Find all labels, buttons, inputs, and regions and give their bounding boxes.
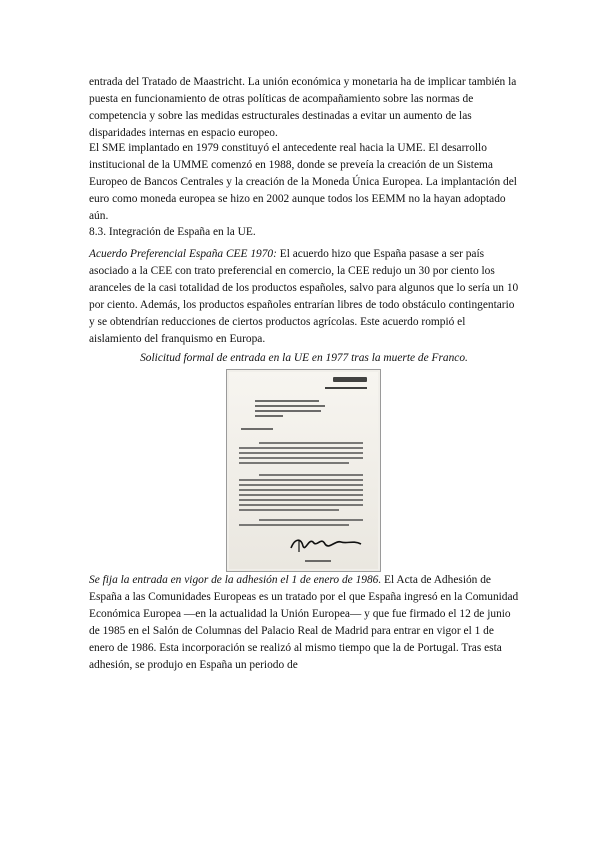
paragraph-lead-italic: Acuerdo Preferencial España CEE 1970: [89,248,277,260]
paragraph-adhesion-1986 [89,572,519,675]
historical-letter-image [226,369,381,572]
section-heading: 8.3. Integración de España en la UE. [89,226,256,238]
paragraph-lead-italic: Se fija la entrada en vigor de la adhesión el 1 de enero de 1986. [89,574,382,586]
figure-caption: Solicitud formal de entrada en la UE en 1977 tras la muerte de Franco. [140,352,468,364]
scanned-paper [229,372,378,569]
paragraph-acuerdo-1970 [89,246,519,349]
paragraph-body: El Acta de Adhesión de España a las Comunidades Europeas es un tratado por el que España ingresó en la Comunidad Económica Europea —en la actualidad la Unión Europea— y que fue firmado el 12 de junio de 1985 en el Salón de Columnas del Palacio Real de Madrid para entrar en vigor el 1 de enero de 1986. Esta incorporación se realizó al mismo tiempo que la de Portugal. Tras esta adhesión, se produjo en España un periodo de [89,574,519,672]
letter-scan-drawing [229,372,378,569]
paragraph-body: El acuerdo hizo que España pasase a ser país asociado a la CEE con trato preferencial en comercio, la CEE redujo un 30 por ciento los aranceles de la casi totalidad de los productos españoles, salvo para algunos que lo sería un 10 por ciento. Además, los productos españoles entrarían libres de todo obstáculo contingentario y se obtendrían reducciones de ciertos productos agrícolas. Este acuerdo rompió el aislamiento del franquismo en Europa. [89,248,519,346]
paragraph-maastricht: entrada del Tratado de Maastricht. La unión económica y monetaria ha de implicar también la puesta en funcionamiento de otras políticas de acompañamiento sobre las normas de competencia y sobre las medidas estructurales destinadas a evitar un aumento de las disparidades internas en espacio europeo. [89,76,517,140]
paragraph-sme: El SME implantado en 1979 constituyó el antecedente real hacia la UME. El desarrollo institucional de la UMME comenzó en 1988, donde se preveía la creación de un Sistema Europeo de Bancos Centrales y la creación de la Moneda Única Europea. La implantación del euro como moneda europea se hizo en 2002 aunque todos los EEMM no la hayan adoptado aún. [89,142,517,223]
